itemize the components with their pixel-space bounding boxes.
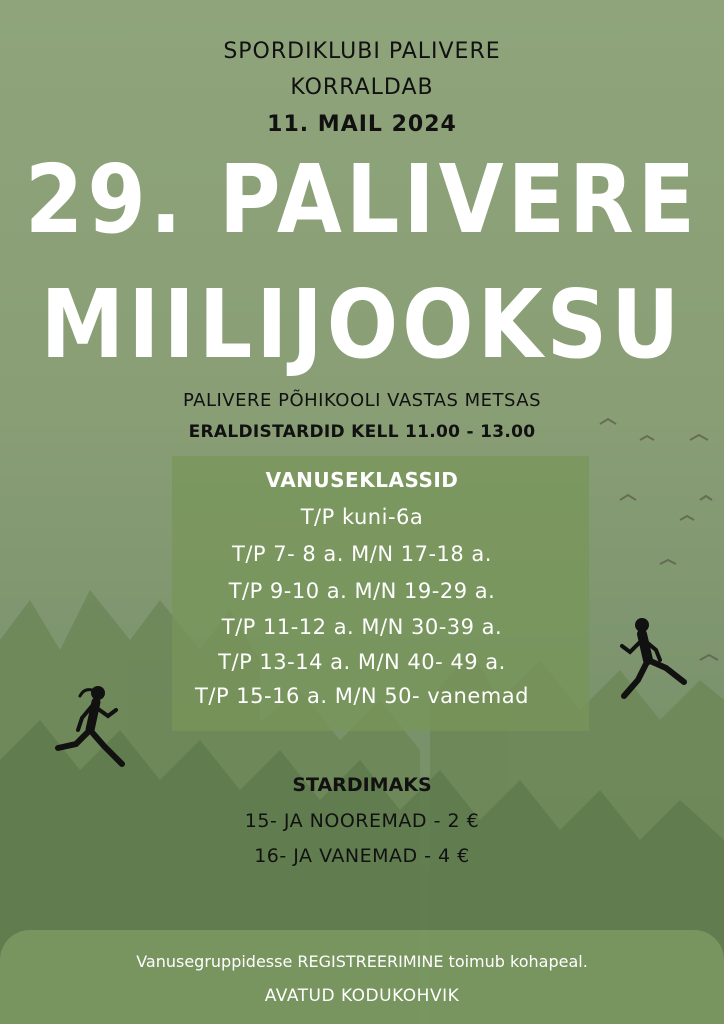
fees-heading: STARDIMAKS — [292, 774, 432, 796]
age-class-item: T/P 13-14 a. M/N 40- 49 a. — [218, 650, 506, 674]
footer-band — [0, 930, 724, 1024]
age-class-item: T/P 7- 8 a. M/N 17-18 a. — [232, 542, 492, 566]
cafe-info: AVATUD KODUKOHVIK — [264, 986, 460, 1006]
runner-right-icon — [612, 616, 692, 706]
start-times: ERALDISTARDID KELL 11.00 - 13.00 — [188, 422, 536, 442]
event-title — [0, 137, 724, 388]
registration-info: Vanusegruppidesse REGISTREERIMINE toimub kohapeal. — [136, 952, 588, 971]
fee-item: 15- JA NOOREMAD - 2 € — [244, 810, 480, 832]
runner-left-icon — [52, 684, 132, 780]
age-class-item: T/P kuni-6a — [300, 505, 424, 529]
title-line-2: MIILIJOOKSU — [40, 269, 684, 380]
organizer — [0, 34, 724, 106]
age-class-item: T/P 15-16 a. M/N 50- vanemad — [195, 684, 529, 708]
organizer-line-2: KORRALDAB — [290, 75, 434, 100]
age-classes-heading: VANUSEKLASSID — [265, 468, 459, 492]
event-date: 11. MAIL 2024 — [267, 112, 457, 137]
fee-item: 16- JA VANEMAD - 4 € — [254, 845, 470, 867]
title-line-1: 29. PALIVERE — [24, 144, 700, 255]
location: PALIVERE PÕHIKOOLI VASTAS METSAS — [182, 390, 542, 411]
organizer-line-1: SPORDIKLUBI PALIVERE — [223, 39, 501, 64]
age-class-item: T/P 9-10 a. M/N 19-29 a. — [228, 579, 496, 603]
age-class-item: T/P 11-12 a. M/N 30-39 a. — [221, 615, 503, 639]
